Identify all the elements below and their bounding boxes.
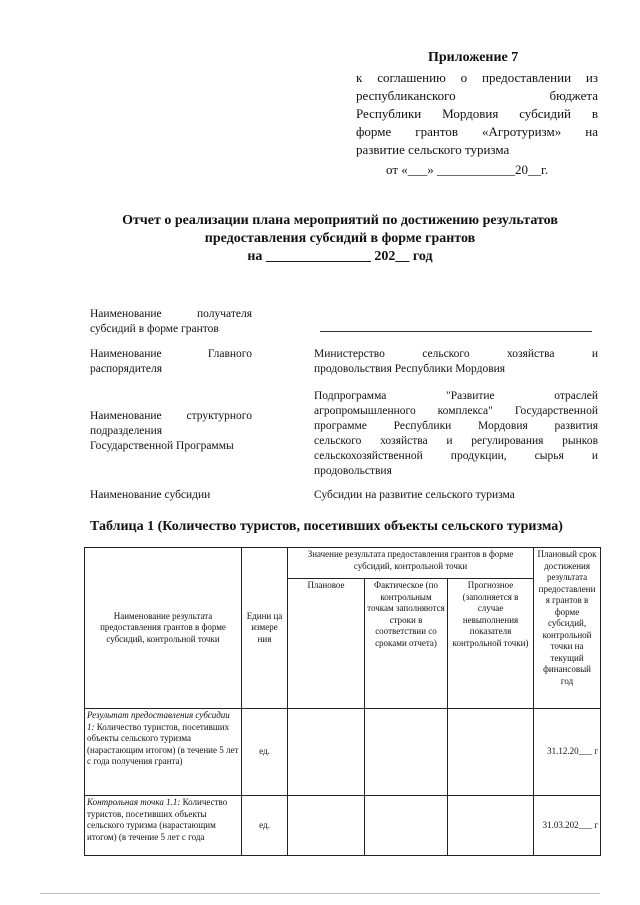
- appendix-line-3: Республики Мордовия субсидий в: [356, 106, 598, 121]
- struct-label-2: подразделения: [90, 425, 163, 437]
- manager-value-2: продовольствия Республики Мордовия: [314, 363, 506, 375]
- header-actual: Фактическое (по контрольным точкам заполняются строки в соответствии со сроками отчета): [365, 579, 448, 709]
- header-unit: Едини ца измере ния: [242, 548, 288, 709]
- struct-label-1: Наименование структурного: [90, 410, 252, 422]
- struct-value-3: программе Республики Мордовия развития: [314, 420, 598, 432]
- manager-value: [314, 347, 598, 377]
- results-table: [84, 547, 601, 856]
- struct-value-2: агропромышленного комплекса" Государственной: [314, 405, 598, 417]
- struct-label-3: Государственной Программы: [90, 440, 234, 452]
- row-planned-cell[interactable]: [288, 796, 365, 856]
- row-forecast-cell[interactable]: [448, 796, 534, 856]
- appendix-title: Приложение 7: [428, 50, 519, 65]
- page-bottom-rule: [40, 893, 600, 894]
- row-label: [85, 796, 242, 856]
- row-label-text: Количество туристов, посетивших объекты сельского туризма (нарастающим итогом) (в течение 5 лет с года: [87, 797, 228, 842]
- appendix-line-1: к соглашению о предоставлении из: [356, 70, 598, 85]
- row-actual-cell[interactable]: [365, 796, 448, 856]
- struct-value-4: сельского хозяйства и регулирования рынков: [314, 435, 598, 447]
- recipient-label: [90, 307, 252, 337]
- header-name: Наименование результата предоставления грантов в форме субсидий, контрольной точки: [85, 548, 242, 709]
- table-title: Таблица 1 (Количество туристов, посетивших объекты сельского туризма): [90, 519, 563, 534]
- subsidy-value: Субсидии на развитие сельского туризма: [314, 489, 515, 501]
- struct-value-5: сельскохозяйственной продукции, сырья и: [314, 450, 598, 462]
- recipient-label-1: Наименование получателя: [90, 308, 252, 320]
- report-title-line-1: Отчет о реализации плана мероприятий по достижению результатов: [122, 213, 558, 228]
- manager-value-1: Министерство сельского хозяйства и: [314, 348, 598, 360]
- row-actual-cell[interactable]: [365, 709, 448, 796]
- header-value-group: Значение результата предоставления грантов в форме субсидий, контрольной точки: [288, 548, 534, 579]
- report-title: [90, 212, 590, 266]
- manager-label-1: Наименование Главного: [90, 348, 252, 360]
- row-deadline[interactable]: 31.12.20___ г: [534, 709, 601, 796]
- header-forecast: Прогнозное (заполняется в случае невыполнения показателя контрольной точки): [448, 579, 534, 709]
- report-title-line-3: на _______________ 202__ год: [247, 249, 433, 264]
- recipient-fill-line[interactable]: [320, 330, 592, 332]
- row-planned-cell[interactable]: [288, 709, 365, 796]
- row-label: [85, 709, 242, 796]
- row-unit: ед.: [242, 796, 288, 856]
- row-label-italic: Контрольная точка 1.1:: [87, 797, 181, 807]
- struct-value: [314, 389, 598, 479]
- header-deadline: Плановый срок достижения результата предоставлени я грантов в форме субсидий, контрольной точки на текущий финансовый год: [534, 548, 601, 709]
- appendix-line-5: развитие сельского туризма: [356, 142, 510, 157]
- table-row: [85, 709, 601, 796]
- row-unit: ед.: [242, 709, 288, 796]
- header-planned: Плановое: [288, 579, 365, 709]
- manager-label: [90, 347, 252, 377]
- manager-label-2: распорядителя: [90, 363, 163, 375]
- row-label-italic: Результат предоставления субсидии 1:: [87, 710, 230, 732]
- row-label-text: Количество туристов, посетивших объекты сельского туризма (нарастающим итогом) (в течение 5 лет с года получения гранта): [87, 721, 239, 766]
- row-deadline[interactable]: 31.03.202___ г: [534, 796, 601, 856]
- table-row: [85, 796, 601, 856]
- struct-label: [90, 409, 252, 454]
- appendix-date: от «___» ____________20__г.: [386, 162, 549, 177]
- appendix-line-4: форме грантов «Агротуризм» на: [356, 124, 598, 139]
- struct-value-6: продовольствия: [314, 465, 392, 477]
- subsidy-label: Наименование субсидии: [90, 489, 211, 501]
- report-title-line-2: предоставления субсидий в форме грантов: [204, 231, 476, 246]
- struct-value-1: Подпрограмма "Развитие отраслей: [314, 390, 598, 402]
- row-forecast-cell[interactable]: [448, 709, 534, 796]
- recipient-label-2: субсидий в форме грантов: [90, 323, 219, 335]
- appendix-line-2: республиканского бюджета: [356, 88, 598, 103]
